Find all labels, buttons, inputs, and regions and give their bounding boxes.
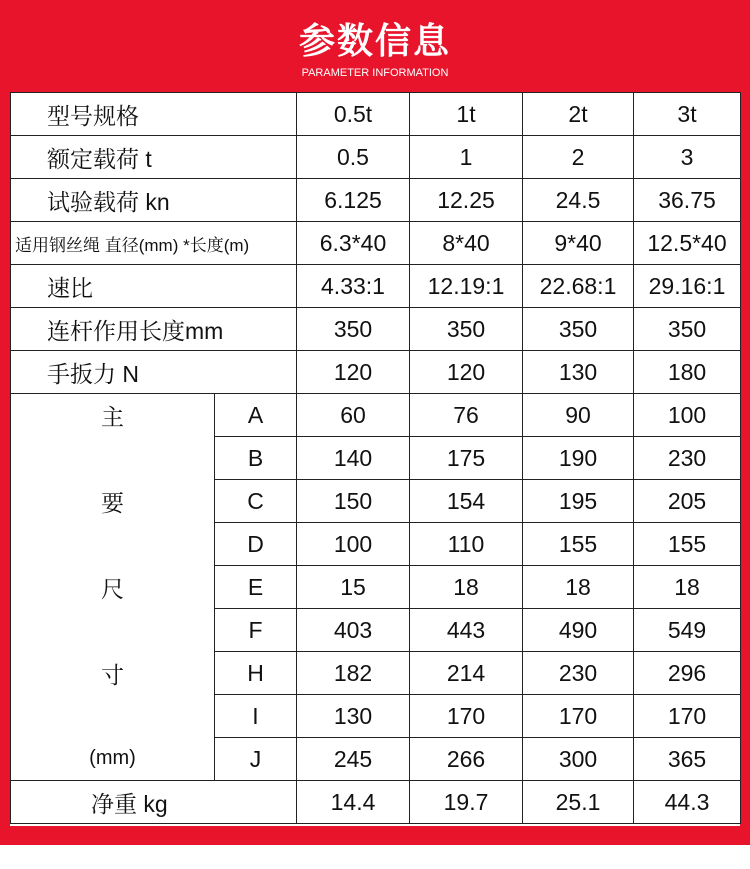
value-cell: 170 (523, 695, 634, 738)
value-cell: 12.5*40 (634, 222, 741, 265)
dimension-key: J (215, 738, 297, 781)
model-cell: 2t (523, 93, 634, 136)
value-cell: 195 (523, 480, 634, 523)
value-cell: 24.5 (523, 179, 634, 222)
model-cell: 3t (634, 93, 741, 136)
value-cell: 214 (410, 652, 523, 695)
dimension-key: A (215, 394, 297, 437)
dimension-group-label (11, 437, 215, 480)
value-cell: 300 (523, 738, 634, 781)
value-cell: 170 (634, 695, 741, 738)
dimension-key: D (215, 523, 297, 566)
value-cell: 130 (523, 351, 634, 394)
weight-row (11, 781, 741, 824)
table-header-row (11, 93, 741, 136)
value-cell: 296 (634, 652, 741, 695)
value-cell: 266 (410, 738, 523, 781)
value-cell: 154 (410, 480, 523, 523)
page-title: 参数信息 (298, 21, 451, 62)
value-cell: 230 (634, 437, 741, 480)
dimension-row (11, 480, 741, 523)
value-cell: 15 (297, 566, 410, 609)
row-label: 连杆作用长度mm (11, 308, 297, 351)
value-cell: 1 (410, 136, 523, 179)
value-cell: 350 (523, 308, 634, 351)
value-cell: 19.7 (410, 781, 523, 824)
dimension-key: F (215, 609, 297, 652)
value-cell: 155 (523, 523, 634, 566)
value-cell: 182 (297, 652, 410, 695)
value-cell: 403 (297, 609, 410, 652)
value-cell: 9*40 (523, 222, 634, 265)
dimension-key: B (215, 437, 297, 480)
value-cell: 175 (410, 437, 523, 480)
value-cell: 350 (297, 308, 410, 351)
value-cell: 0.5 (297, 136, 410, 179)
value-cell: 170 (410, 695, 523, 738)
table-row (11, 179, 741, 222)
value-cell: 350 (410, 308, 523, 351)
value-cell: 245 (297, 738, 410, 781)
value-cell: 100 (297, 523, 410, 566)
dimension-row (11, 437, 741, 480)
row-label: 试验载荷 kn (11, 179, 297, 222)
dimension-group-label: 主 (11, 394, 215, 437)
dimension-row (11, 695, 741, 738)
dimension-group-label (11, 695, 215, 738)
row-label: 速比 (11, 265, 297, 308)
table-row (11, 265, 741, 308)
value-cell: 100 (634, 394, 741, 437)
table-row (11, 136, 741, 179)
row-label: 额定载荷 t (11, 136, 297, 179)
row-label: 适用钢丝绳 直径(mm) *长度(m) (11, 222, 297, 265)
value-cell: 3 (634, 136, 741, 179)
dimension-row (11, 566, 741, 609)
value-cell: 110 (410, 523, 523, 566)
value-cell: 12.25 (410, 179, 523, 222)
value-cell: 14.4 (297, 781, 410, 824)
dimension-row (11, 523, 741, 566)
value-cell: 6.125 (297, 179, 410, 222)
value-cell: 130 (297, 695, 410, 738)
value-cell: 4.33:1 (297, 265, 410, 308)
value-cell: 22.68:1 (523, 265, 634, 308)
value-cell: 8*40 (410, 222, 523, 265)
table-row (11, 351, 741, 394)
dimension-group-label: 寸 (11, 652, 215, 695)
value-cell: 120 (410, 351, 523, 394)
value-cell: 140 (297, 437, 410, 480)
table-row (11, 308, 741, 351)
dimension-key: C (215, 480, 297, 523)
dimension-row (11, 738, 741, 781)
dimension-group-label: (mm) (11, 738, 215, 781)
value-cell: 155 (634, 523, 741, 566)
dimension-row (11, 394, 741, 437)
value-cell: 350 (634, 308, 741, 351)
dimension-key: E (215, 566, 297, 609)
value-cell: 25.1 (523, 781, 634, 824)
dimension-group-label: 尺 (11, 566, 215, 609)
value-cell: 12.19:1 (410, 265, 523, 308)
model-label: 型号规格 (11, 93, 297, 136)
parameter-table-container (10, 92, 740, 826)
model-cell: 0.5t (297, 93, 410, 136)
value-cell: 2 (523, 136, 634, 179)
page-subtitle: PARAMETER INFORMATION (301, 67, 449, 79)
value-cell: 490 (523, 609, 634, 652)
dimension-row (11, 652, 741, 695)
value-cell: 36.75 (634, 179, 741, 222)
parameter-table (10, 92, 741, 824)
value-cell: 150 (297, 480, 410, 523)
value-cell: 76 (410, 394, 523, 437)
dimension-key: H (215, 652, 297, 695)
dimension-group-label: 要 (11, 480, 215, 523)
value-cell: 18 (523, 566, 634, 609)
value-cell: 29.16:1 (634, 265, 741, 308)
value-cell: 6.3*40 (297, 222, 410, 265)
value-cell: 365 (634, 738, 741, 781)
value-cell: 90 (523, 394, 634, 437)
value-cell: 120 (297, 351, 410, 394)
value-cell: 443 (410, 609, 523, 652)
row-label: 净重 kg (11, 781, 297, 824)
dimension-group-label (11, 609, 215, 652)
value-cell: 18 (410, 566, 523, 609)
row-label: 手扳力 N (11, 351, 297, 394)
value-cell: 60 (297, 394, 410, 437)
value-cell: 230 (523, 652, 634, 695)
value-cell: 190 (523, 437, 634, 480)
value-cell: 180 (634, 351, 741, 394)
value-cell: 44.3 (634, 781, 741, 824)
dimension-row (11, 609, 741, 652)
dimension-key: I (215, 695, 297, 738)
value-cell: 18 (634, 566, 741, 609)
dimension-group-label (11, 523, 215, 566)
value-cell: 549 (634, 609, 741, 652)
table-row (11, 222, 741, 265)
value-cell: 205 (634, 480, 741, 523)
model-cell: 1t (410, 93, 523, 136)
